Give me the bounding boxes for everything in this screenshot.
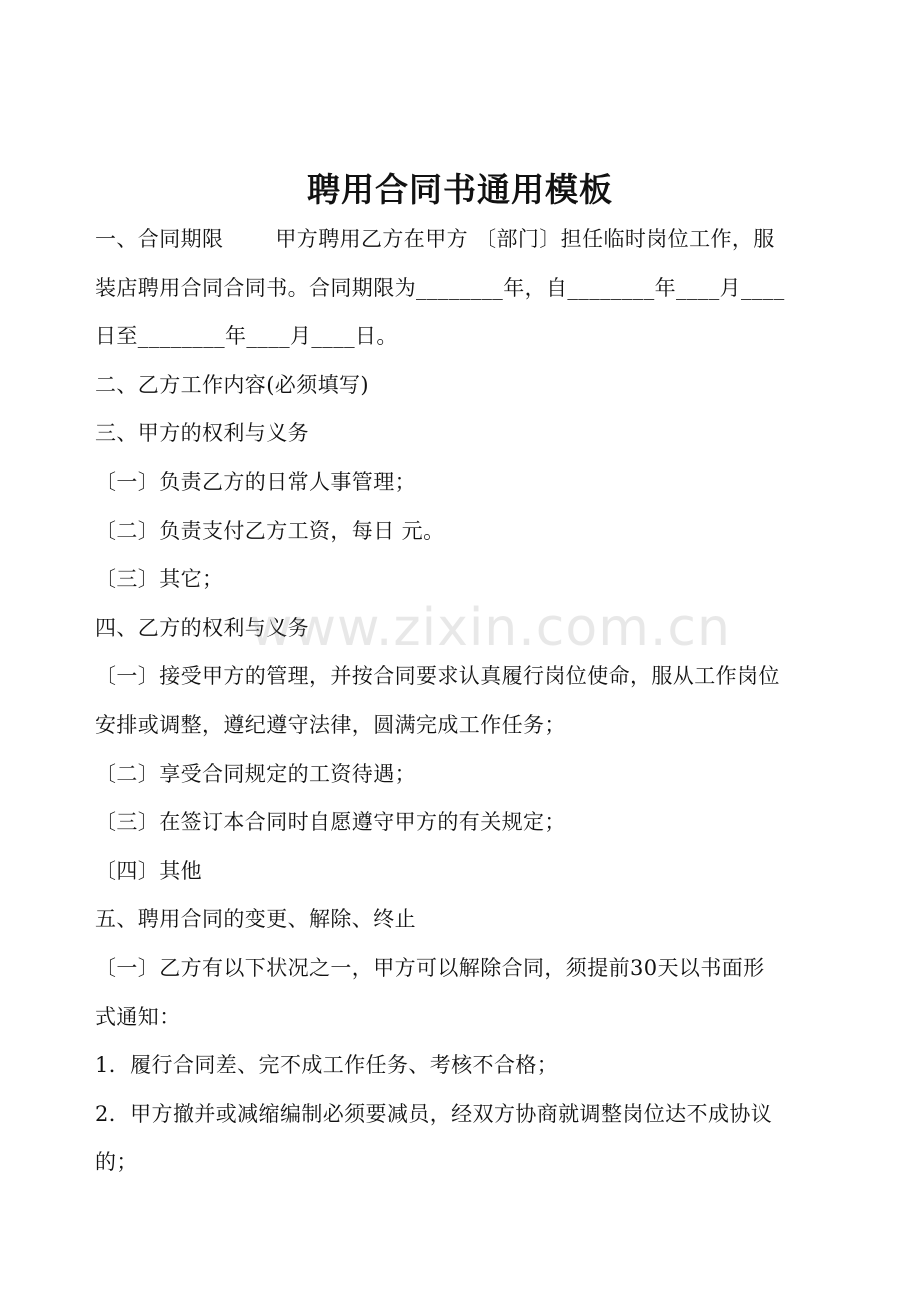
list-item: 〔四〕其他	[95, 858, 202, 883]
document-body	[95, 215, 830, 1187]
paragraph-line: 的；	[95, 1150, 138, 1175]
paragraph-line	[95, 215, 830, 264]
section-heading: 三、甲方的权利与义务	[95, 421, 309, 446]
paragraph-line: 装店聘用合同合同书。合同期限为________年，自________年____月____	[95, 275, 785, 300]
list-item: 〔二〕负责支付乙方工资，每日 元。	[95, 518, 445, 543]
list-item: 〔二〕享受合同规定的工资待遇；	[95, 761, 416, 786]
section-heading: 五、聘用合同的变更、解除、终止	[95, 907, 416, 932]
list-item: 〔一〕乙方有以下状况之一，甲方可以解除合同，须提前30天以书面形	[95, 955, 765, 980]
list-item: 〔一〕接受甲方的管理，并按合同要求认真履行岗位使命，服从工作岗位	[95, 664, 780, 689]
list-item: 〔三〕在签订本合同时自愿遵守甲方的有关规定；	[95, 810, 566, 835]
section-heading-term: 一、合同期限	[95, 227, 224, 251]
paragraph-text: 甲方聘用乙方在甲方 〔部门〕担任临时岗位工作，服	[275, 227, 775, 251]
list-item: 〔三〕其它；	[95, 567, 224, 592]
section-heading: 二、乙方工作内容(必须填写)	[95, 372, 369, 397]
document-title: 聘用合同书通用模板	[307, 170, 613, 209]
paragraph-line: 安排或调整，遵纪遵守法律，圆满完成工作任务；	[95, 712, 566, 737]
list-item: 〔一〕负责乙方的日常人事管理；	[95, 469, 416, 494]
list-item: 2．甲方撤并或减缩编制必须要减员，经双方协商就调整岗位达不成协议	[95, 1101, 773, 1126]
section-heading: 四、乙方的权利与义务	[95, 615, 309, 640]
watermark: www.zixin.com.cn	[250, 598, 731, 658]
paragraph-line: 日至________年____月____日。	[95, 324, 398, 349]
list-item: 1．履行合同差、完不成工作任务、考核不合格；	[95, 1053, 559, 1078]
paragraph-line: 式通知：	[95, 1004, 181, 1029]
